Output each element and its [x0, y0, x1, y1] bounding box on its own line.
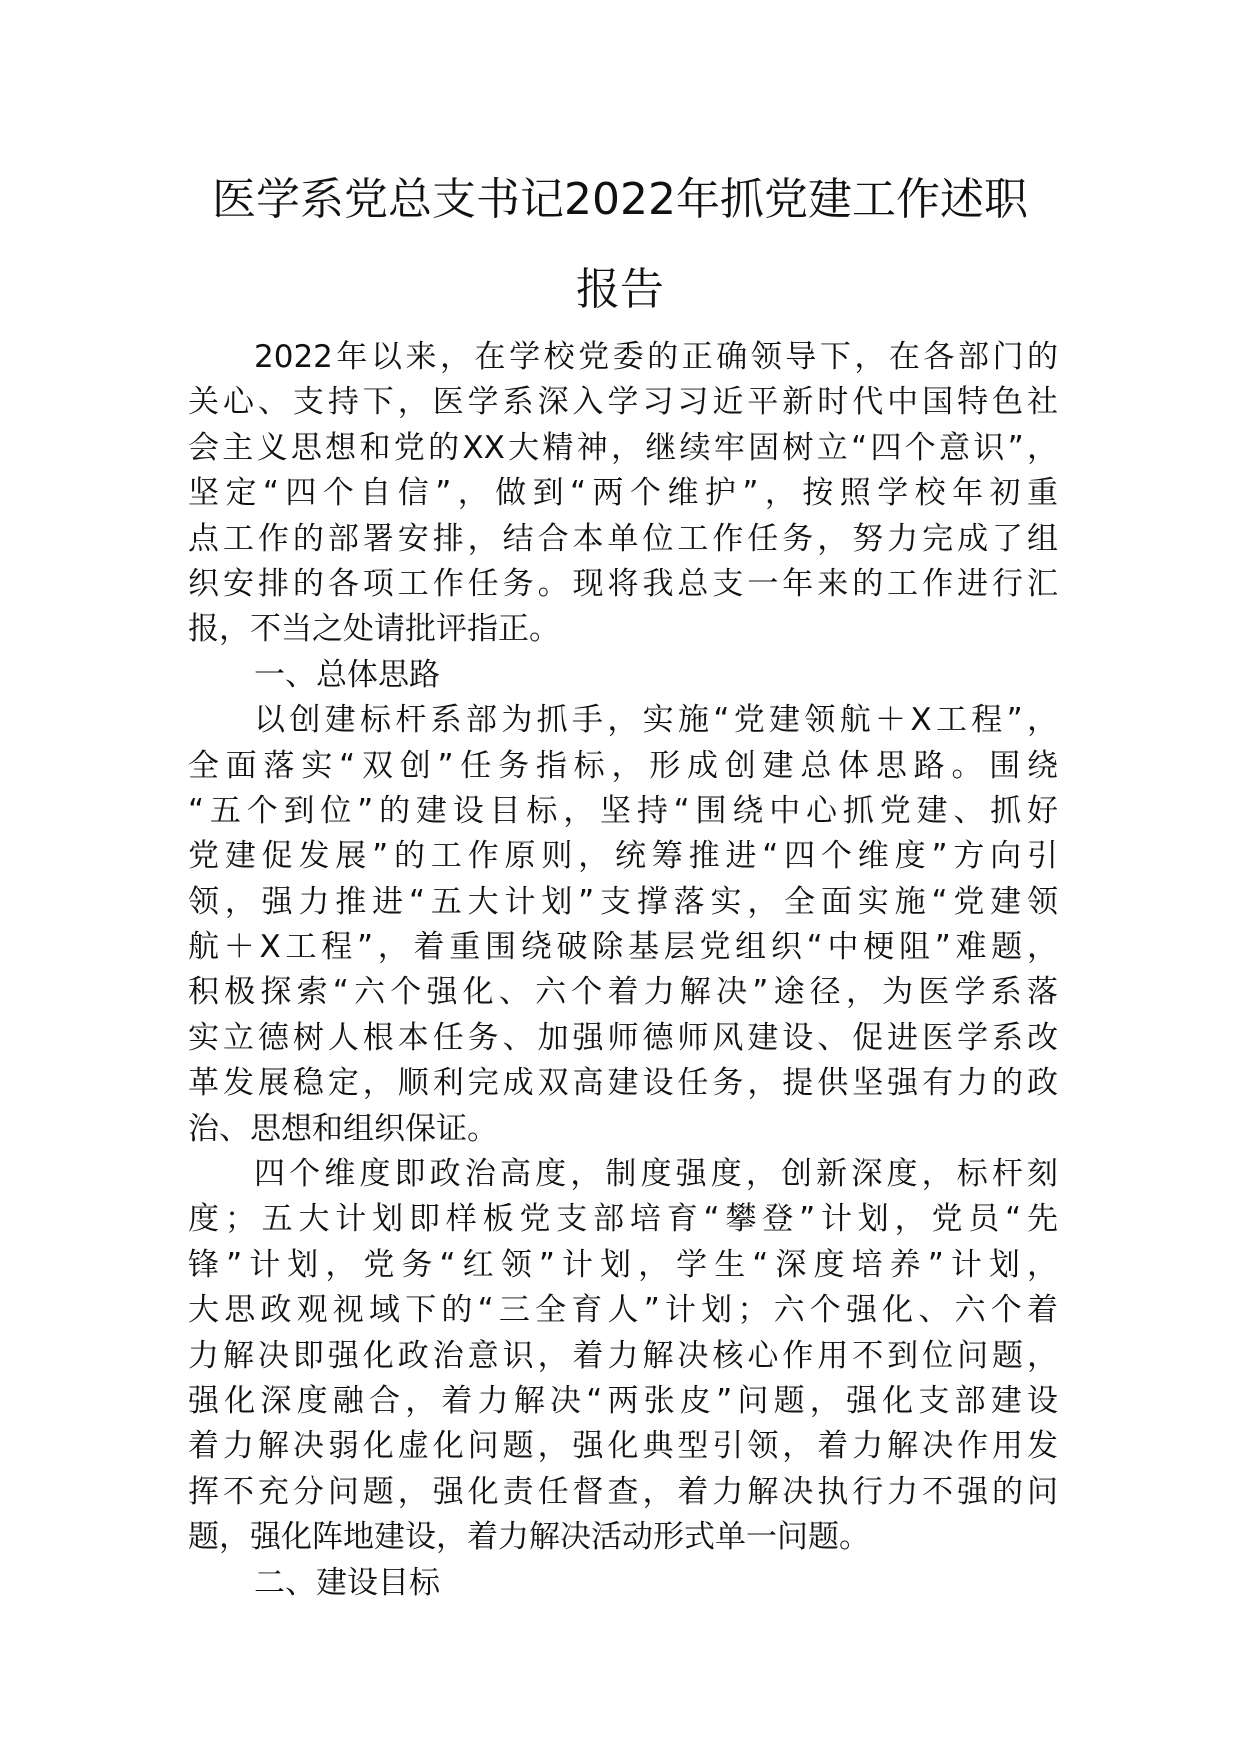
paragraph-1-line-7: 报，不当之处请批评指正。 [188, 611, 560, 648]
paragraph-3-line-7: 着力解决弱化虚化问题，强化典型引领，着力解决作用发 [188, 1428, 1058, 1465]
paragraph-3-line-2: 度；五大计划即样板党支部培育“攀登”计划，党员“先 [188, 1201, 1058, 1238]
paragraph-2-line-5: 领，强力推进“五大计划”支撑落实，全面实施“党建领 [188, 883, 1058, 920]
section-heading-1: 一、总体思路 [254, 656, 440, 693]
paragraph-3-line-1: 四个维度即政治高度，制度强度，创新深度，标杆刻 [254, 1156, 1058, 1193]
paragraph-3-line-5: 力解决即强化政治意识，着力解决核心作用不到位问题， [188, 1337, 1058, 1374]
paragraph-2-line-6: 航＋X工程”，着重围绕破除基层党组织“中梗阻”难题， [188, 929, 1058, 966]
paragraph-1-line-5: 点工作的部署安排，结合本单位工作任务，努力完成了组 [188, 520, 1058, 557]
paragraph-2-line-7: 积极探索“六个强化、六个着力解决”途径，为医学系落 [188, 974, 1058, 1011]
paragraph-1-line-1: 2022年以来，在学校党委的正确领导下，在各部门的 [254, 339, 1058, 375]
paragraph-2-line-9: 革发展稳定，顺利完成双高建设任务，提供坚强有力的政 [188, 1065, 1058, 1102]
paragraph-2-line-3: “五个到位”的建设目标，坚持“围绕中心抓党建、抓好 [188, 792, 1058, 829]
paragraph-2-line-8: 实立德树人根本任务、加强师德师风建设、促进医学系改 [188, 1019, 1058, 1056]
paragraph-3-line-6: 强化深度融合，着力解决“两张皮”问题，强化支部建设 [188, 1382, 1058, 1419]
paragraph-1-line-3: 会主义思想和党的XX大精神，继续牢固树立“四个意识”， [188, 429, 1058, 466]
document-title-line-2: 报告 [576, 264, 664, 315]
paragraph-3-line-3: 锋”计划，党务“红领”计划，学生“深度培养”计划， [188, 1246, 1058, 1283]
paragraph-2-line-10: 治、思想和组织保证。 [188, 1110, 498, 1147]
paragraph-2-line-1: 以创建标杆系部为抓手，实施“党建领航＋X工程”， [254, 702, 1058, 739]
paragraph-3-line-9: 题，强化阵地建设，着力解决活动形式单一问题。 [188, 1519, 870, 1556]
paragraph-1-line-4: 坚定“四个自信”，做到“两个维护”，按照学校年初重 [188, 475, 1058, 512]
paragraph-1-line-2: 关心、支持下，医学系深入学习习近平新时代中国特色社 [188, 384, 1058, 421]
paragraph-3-line-4: 大思政观视域下的“三全育人”计划；六个强化、六个着 [188, 1292, 1058, 1329]
document-title-line-1: 医学系党总支书记2022年抓党建工作述职 [212, 174, 1028, 225]
paragraph-2-line-4: 党建促发展”的工作原则，统筹推进“四个维度”方向引 [188, 838, 1058, 875]
paragraph-3-line-8: 挥不充分问题，强化责任督查，着力解决执行力不强的问 [188, 1473, 1058, 1510]
paragraph-2-line-2: 全面落实“双创”任务指标，形成创建总体思路。围绕 [188, 747, 1058, 784]
section-heading-2: 二、建设目标 [254, 1564, 440, 1601]
paragraph-1-line-6: 织安排的各项工作任务。现将我总支一年来的工作进行汇 [188, 565, 1058, 602]
document-body [188, 335, 1058, 1606]
